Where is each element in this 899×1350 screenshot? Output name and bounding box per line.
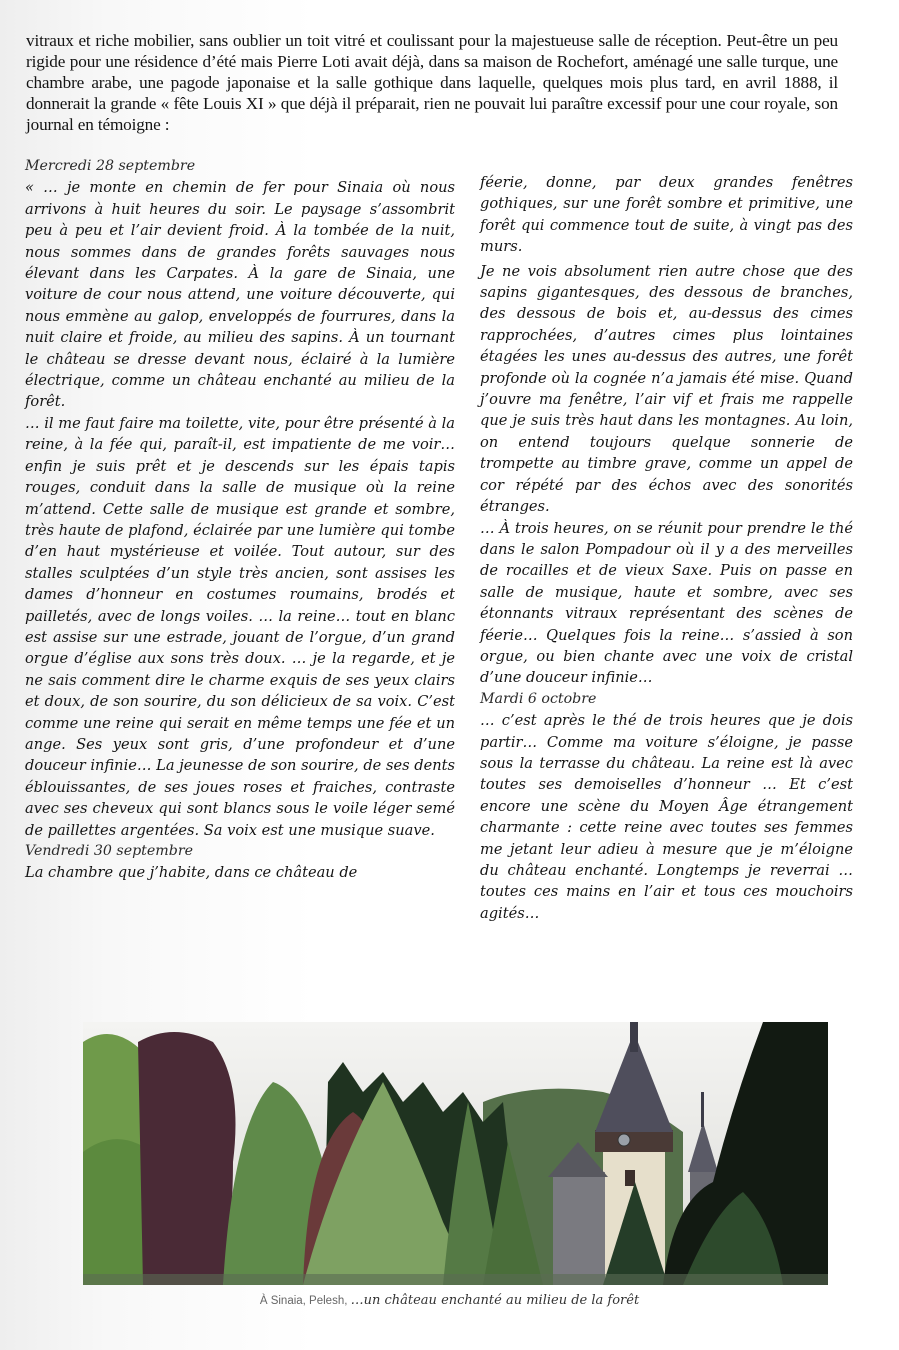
journal-entry: … c’est après le thé de trois heures que je dois partir… Comme ma voiture s’éloigne, je passe sous la terrasse du château. La reine est là avec toutes ses demoiselles d’honneur … Et c’est encore une scène du Moyen Âge étrangement charmante : cette reine avec toutes ses femmes me jetant leur adieu à mesure que je m’éloigne du château enchanté. Longtemps je reverrai … toutes ces mains en l’air et tous ces mouchoirs agités… (480, 712, 853, 922)
castle-forest-illustration (83, 1022, 828, 1285)
journal-date: Mercredi 28 septembre (25, 158, 196, 174)
caption-place: À Sinaia, Pelesh, (259, 1295, 351, 1307)
journal-entry: féerie, donne, par deux grandes fenêtres gothiques, sur une forêt sombre et primitive, une forêt qui commence tout de suite, à vingt pas des murs. (480, 174, 853, 256)
journal-date: Vendredi 30 septembre (25, 843, 193, 859)
castle-photo (83, 1022, 828, 1285)
journal-entry: … À trois heures, on se réunit pour prendre le thé dans le salon Pompadour où il y a des merveilles de rocailles et de vieux Saxe. Puis on passe en salle de musique, haute et sombre, avec ses étonnants vitraux représentant des scènes de féerie… Quelques fois la reine… s’assied à son orgue, ou bien chante avec une voix de cristal d’une douceur infinie… (480, 519, 853, 687)
journal-entry: Je ne vois absolument rien autre chose que des sapins gigantesques, des dessous de branches, des dessous de bois et, au-dessus des cimes rapprochées, d’autres cimes plus lointaines étagées les unes au-dessus des autres, une forêt profonde où la cognée n’a jamais été mise. Quand j’ouvre ma fenêtre, l’air vif et frais me rappelle que je suis très haut dans les montagnes. Au loin, on entend toujours quelque sonnerie de trompette au timbre grave, comme un appel de cor répété par des échos avec des sonorités étranges. (480, 262, 853, 516)
photo-caption (0, 1292, 899, 1308)
journal-entry: La chambre que j’habite, dans ce château de (25, 864, 358, 882)
journal-left-column (25, 156, 455, 884)
intro-text: vitraux et riche mobilier, sans oublier un toit vitré et coulissant pour la majestueuse salle de réception. Peut-être un peu rigide pour une résidence d’été mais Pierre Loti avait déjà, dans sa maison de Rochefort, aménagé une salle turque, une chambre arabe, une pagode japonaise et la salle gothique dans laquelle, quelques mois plus tard, en avril 1888, il donnerait la grande « fête Louis XI » que déjà il préparait, rien ne pouvait lui paraître excessif pour une cour royale, son journal en témoigne : (26, 31, 838, 134)
journal-date: Mardi 6 octobre (480, 690, 597, 707)
journal-entry: « … je monte en chemin de fer pour Sinaia où nous arrivons à huit heures du soir. Le paysage s’assombrit peu à peu et l’air devient froid. À la tombée de la nuit, nous sommes dans de grandes forêts sauvages nous élevant dans les Carpates. À la gare de Sinaia, une voiture de cour nous attend, une voiture découverte, qui nous emmène au galop, enveloppés de fourrures, dans la nuit claire et froide, au milieu des sapins. À un tournant le château se dresse devant nous, éclairé à la lumière électrique, comme un château enchanté au milieu de la forêt. (25, 179, 455, 411)
intro-paragraph (26, 30, 838, 135)
caption-title: …un château enchanté au milieu de la forêt (350, 1293, 640, 1308)
journal-entry: … il me faut faire ma toilette, vite, pour être présenté à la reine, à la fée qui, paraît-il, est impatiente de me voir… enfin je suis prêt et je descends sur les épais tapis rouges, conduit dans la salle de musique où la reine m’attend. Cette salle de musique est grande et sombre, très haute de plafond, éclairée par une lumière qui tombe d’en haut mystérieuse et voilée. Tout autour, sur des stalles sculptées d’un style très ancien, sont assises les dames d’honneur en costumes roumains, brodés et pailletés, avec de longs voiles. … la reine… tout en blanc est assise sur une estrade, jouant de l’orgue, d’un grand orgue d’église aux sons très doux. … je la regarde, et je ne sais comment dire le charme exquis de ses yeux clairs et doux, de son sourire, du son délicieux de sa voix. C’est comme une reine qui serait en même temps une fée et un ange. Ses yeux sont gris, d’une profondeur et d’une douceur infinie… La jeunesse de son sourire, de ses dents éblouissantes, de ses joues roses et fraiches, contraste avec ses cheveux qui sont blancs sous le voile léger semé de paillettes argentées. Sa voix est une musique suave. (25, 414, 455, 839)
journal-right-column (480, 172, 853, 924)
